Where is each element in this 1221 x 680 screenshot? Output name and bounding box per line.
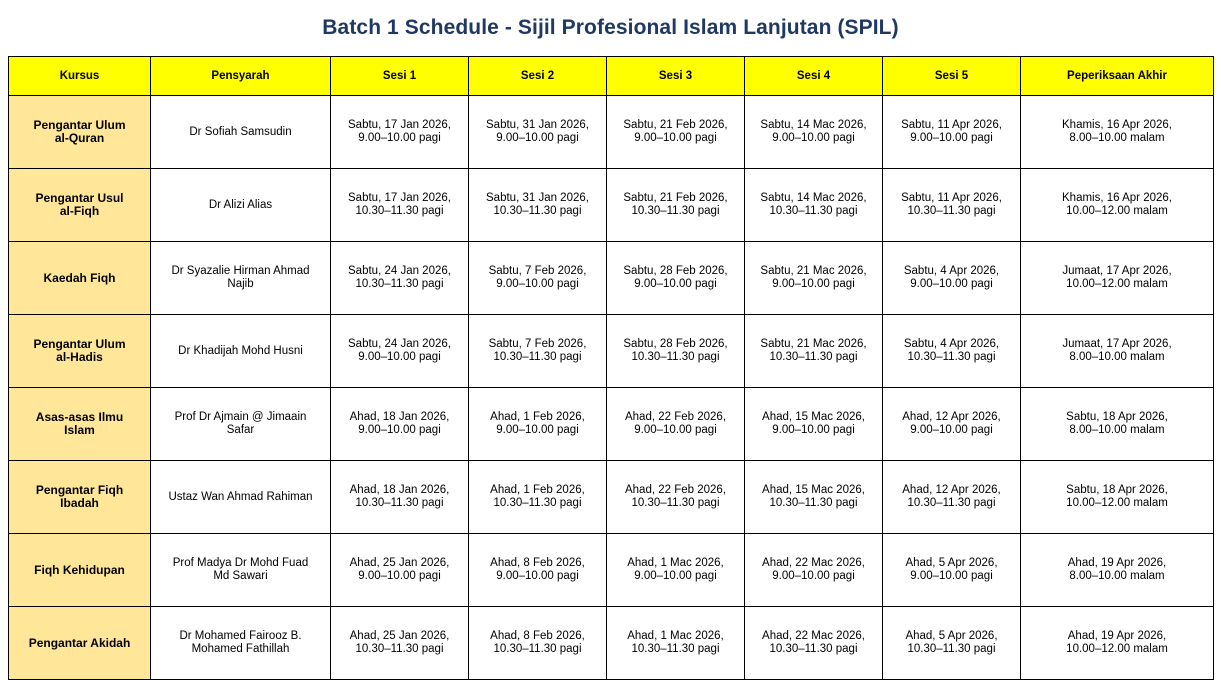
session-cell-1 (331, 534, 469, 607)
session-cell-5 (883, 607, 1021, 680)
session-cell-2 (469, 534, 607, 607)
exam-cell-line: 10.00–12.00 malam (1066, 643, 1168, 655)
session-cell-2-line: 10.30–11.30 pagi (493, 351, 582, 363)
session-cell-5-line: 10.30–11.30 pagi (907, 497, 996, 509)
lecturer-cell-line: Dr Mohamed Fairooz B. (179, 630, 302, 642)
table-row (9, 534, 1214, 607)
session-cell-5-line: 9.00–10.00 pagi (910, 132, 993, 144)
session-cell-4-line: Sabtu, 14 Mac 2026, (760, 119, 867, 131)
session-cell-1 (331, 96, 469, 169)
course-cell-line: Pengantar Ulum (33, 118, 126, 132)
session-cell-4-line: 10.30–11.30 pagi (769, 351, 858, 363)
session-cell-2-line: Ahad, 1 Feb 2026, (490, 484, 585, 496)
session-cell-4-line: 9.00–10.00 pagi (772, 570, 855, 582)
exam-cell-line: Sabtu, 18 Apr 2026, (1066, 484, 1168, 496)
course-cell-line: al-Fiqh (59, 204, 100, 218)
session-cell-2-line: 10.30–11.30 pagi (493, 643, 582, 655)
lecturer-cell (151, 534, 331, 607)
exam-cell-line: Ahad, 19 Apr 2026, (1067, 557, 1167, 569)
lecturer-cell (151, 461, 331, 534)
session-cell-2-line: Sabtu, 7 Feb 2026, (488, 338, 587, 350)
exam-cell-line: Khamis, 16 Apr 2026, (1062, 192, 1172, 204)
exam-cell-line: 8.00–10.00 malam (1069, 351, 1165, 363)
session-cell-1-line: Sabtu, 17 Jan 2026, (348, 192, 451, 204)
session-cell-3-line: Ahad, 22 Feb 2026, (624, 411, 727, 423)
session-cell-3 (607, 534, 745, 607)
session-cell-5-line: 9.00–10.00 pagi (910, 424, 993, 436)
exam-cell (1021, 315, 1214, 388)
session-cell-4 (745, 169, 883, 242)
lecturer-cell (151, 169, 331, 242)
session-cell-1-line: Sabtu, 24 Jan 2026, (348, 265, 451, 277)
session-cell-4 (745, 534, 883, 607)
session-cell-4 (745, 388, 883, 461)
course-cell-line: Pengantar Ulum (33, 337, 126, 351)
lecturer-cell-line: Prof Madya Dr Mohd Fuad (172, 557, 309, 569)
session-cell-1 (331, 607, 469, 680)
exam-cell-line: 10.00–12.00 malam (1066, 278, 1168, 290)
session-cell-5 (883, 242, 1021, 315)
session-cell-3 (607, 242, 745, 315)
session-cell-1 (331, 169, 469, 242)
session-cell-1-line: 10.30–11.30 pagi (355, 497, 444, 509)
session-cell-1-line: 9.00–10.00 pagi (358, 424, 441, 436)
course-cell (9, 607, 151, 680)
lecturer-cell-line: Najib (227, 278, 254, 290)
session-cell-1 (331, 315, 469, 388)
session-cell-3 (607, 315, 745, 388)
session-cell-2-line: 9.00–10.00 pagi (496, 278, 579, 290)
session-cell-3-line: Sabtu, 21 Feb 2026, (623, 192, 728, 204)
lecturer-cell-line: Ustaz Wan Ahmad Rahiman (168, 490, 313, 503)
session-cell-5-line: Ahad, 5 Apr 2026, (905, 630, 998, 642)
course-cell (9, 96, 151, 169)
session-cell-4-line: 9.00–10.00 pagi (772, 278, 855, 290)
exam-cell (1021, 169, 1214, 242)
session-cell-2-line: Sabtu, 31 Jan 2026, (486, 119, 589, 131)
session-cell-4-line: Sabtu, 21 Mac 2026, (760, 265, 867, 277)
exam-cell (1021, 534, 1214, 607)
session-cell-3 (607, 461, 745, 534)
session-cell-3-line: 10.30–11.30 pagi (631, 643, 720, 655)
session-cell-5-line: Sabtu, 4 Apr 2026, (903, 338, 1000, 350)
session-cell-4-line: Ahad, 22 Mac 2026, (762, 557, 865, 569)
session-cell-1-line: 10.30–11.30 pagi (355, 278, 444, 290)
session-cell-1 (331, 388, 469, 461)
session-cell-3 (607, 388, 745, 461)
exam-cell-line: Ahad, 19 Apr 2026, (1067, 630, 1167, 642)
session-cell-2-line: Ahad, 1 Feb 2026, (490, 411, 585, 423)
session-cell-2 (469, 461, 607, 534)
session-cell-4 (745, 461, 883, 534)
table-row (9, 169, 1214, 242)
schedule-body (9, 96, 1214, 680)
session-cell-4-line: Ahad, 15 Mac 2026, (762, 411, 865, 423)
session-cell-1-line: Ahad, 18 Jan 2026, (349, 411, 450, 423)
session-cell-2 (469, 315, 607, 388)
session-cell-2 (469, 96, 607, 169)
session-cell-5-line: 10.30–11.30 pagi (907, 351, 996, 363)
session-cell-5-line: Ahad, 5 Apr 2026, (905, 557, 998, 569)
session-cell-4-line: Ahad, 22 Mac 2026, (762, 630, 865, 642)
exam-cell (1021, 388, 1214, 461)
course-cell (9, 461, 151, 534)
exam-cell-line: 8.00–10.00 malam (1069, 424, 1165, 436)
session-cell-3-line: 9.00–10.00 pagi (634, 570, 717, 582)
session-cell-1-line: Sabtu, 24 Jan 2026, (348, 338, 451, 350)
session-cell-1-line: 9.00–10.00 pagi (358, 351, 441, 363)
session-cell-5 (883, 534, 1021, 607)
exam-cell-line: 8.00–10.00 malam (1069, 132, 1165, 144)
session-cell-2-line: Sabtu, 31 Jan 2026, (486, 192, 589, 204)
session-cell-4-line: 9.00–10.00 pagi (772, 424, 855, 436)
header-sesi-4: Sesi 4 (745, 57, 883, 96)
session-cell-3-line: 10.30–11.30 pagi (631, 351, 720, 363)
lecturer-cell-line: Safar (226, 424, 255, 436)
session-cell-5 (883, 388, 1021, 461)
course-cell (9, 388, 151, 461)
course-cell (9, 242, 151, 315)
table-row (9, 315, 1214, 388)
course-cell-line: Pengantar Fiqh (35, 483, 124, 497)
session-cell-1-line: 10.30–11.30 pagi (355, 205, 444, 217)
session-cell-5 (883, 461, 1021, 534)
session-cell-1-line: Ahad, 25 Jan 2026, (349, 557, 450, 569)
table-row (9, 388, 1214, 461)
session-cell-3-line: Sabtu, 28 Feb 2026, (623, 338, 728, 350)
course-cell (9, 315, 151, 388)
course-cell-line: Pengantar Akidah (28, 635, 131, 650)
header-peperiksaan-akhir: Peperiksaan Akhir (1021, 57, 1214, 96)
course-cell-line: Pengantar Usul (35, 191, 124, 205)
course-cell-line: al-Hadis (56, 350, 103, 364)
session-cell-2-line: 10.30–11.30 pagi (493, 497, 582, 509)
exam-cell-line: Khamis, 16 Apr 2026, (1062, 119, 1172, 131)
lecturer-cell-line: Mohamed Fathillah (191, 643, 290, 655)
exam-cell-line: Jumaat, 17 Apr 2026, (1062, 338, 1172, 350)
lecturer-cell-line: Dr Sofiah Samsudin (189, 125, 292, 138)
session-cell-2-line: 9.00–10.00 pagi (496, 132, 579, 144)
exam-cell-line: 8.00–10.00 malam (1069, 570, 1165, 582)
session-cell-4 (745, 242, 883, 315)
session-cell-4-line: 10.30–11.30 pagi (769, 643, 858, 655)
course-cell (9, 169, 151, 242)
session-cell-3-line: Sabtu, 21 Feb 2026, (623, 119, 728, 131)
lecturer-cell (151, 607, 331, 680)
session-cell-1-line: 9.00–10.00 pagi (358, 570, 441, 582)
lecturer-cell-line: Md Sawari (213, 570, 268, 582)
course-cell (9, 534, 151, 607)
session-cell-5-line: Ahad, 12 Apr 2026, (902, 411, 1001, 423)
session-cell-5 (883, 315, 1021, 388)
session-cell-2 (469, 169, 607, 242)
session-cell-5-line: 9.00–10.00 pagi (910, 278, 993, 290)
lecturer-cell (151, 315, 331, 388)
exam-cell (1021, 96, 1214, 169)
header-sesi-2: Sesi 2 (469, 57, 607, 96)
session-cell-4-line: 9.00–10.00 pagi (772, 132, 855, 144)
exam-cell-line: 10.00–12.00 malam (1066, 205, 1168, 217)
session-cell-5-line: Ahad, 12 Apr 2026, (902, 484, 1001, 496)
lecturer-cell-line: Prof Dr Ajmain @ Jimaain (174, 411, 307, 423)
session-cell-1 (331, 242, 469, 315)
session-cell-2 (469, 388, 607, 461)
exam-cell-line: Jumaat, 17 Apr 2026, (1062, 265, 1172, 277)
lecturer-cell-line: Dr Alizi Alias (208, 198, 273, 211)
session-cell-4-line: Sabtu, 14 Mac 2026, (760, 192, 867, 204)
lecturer-cell (151, 242, 331, 315)
exam-cell (1021, 607, 1214, 680)
schedule-table (8, 56, 1214, 680)
session-cell-5-line: 10.30–11.30 pagi (907, 643, 996, 655)
session-cell-3-line: 9.00–10.00 pagi (634, 278, 717, 290)
exam-cell (1021, 461, 1214, 534)
session-cell-4 (745, 96, 883, 169)
session-cell-4 (745, 315, 883, 388)
session-cell-1-line: Ahad, 18 Jan 2026, (349, 484, 450, 496)
header-sesi-5: Sesi 5 (883, 57, 1021, 96)
session-cell-5-line: 10.30–11.30 pagi (907, 205, 996, 217)
exam-cell-line: Sabtu, 18 Apr 2026, (1066, 411, 1168, 423)
session-cell-1-line: 9.00–10.00 pagi (358, 132, 441, 144)
lecturer-cell-line: Dr Syazalie Hirman Ahmad (171, 265, 310, 277)
session-cell-2-line: Sabtu, 7 Feb 2026, (488, 265, 587, 277)
session-cell-3-line: 10.30–11.30 pagi (631, 497, 720, 509)
session-cell-2-line: 9.00–10.00 pagi (496, 424, 579, 436)
session-cell-2 (469, 607, 607, 680)
session-cell-3-line: 9.00–10.00 pagi (634, 132, 717, 144)
table-row (9, 96, 1214, 169)
session-cell-4-line: Sabtu, 21 Mac 2026, (760, 338, 867, 350)
course-cell-line: Fiqh Kehidupan (34, 562, 125, 577)
session-cell-5-line: Sabtu, 4 Apr 2026, (903, 265, 1000, 277)
header-sesi-1: Sesi 1 (331, 57, 469, 96)
session-cell-2-line: 9.00–10.00 pagi (496, 570, 579, 582)
session-cell-5 (883, 96, 1021, 169)
course-cell-line: al-Quran (54, 131, 105, 145)
course-cell-line: Islam (64, 423, 95, 437)
session-cell-1-line: Sabtu, 17 Jan 2026, (348, 119, 451, 131)
lecturer-cell (151, 96, 331, 169)
header-sesi-3: Sesi 3 (607, 57, 745, 96)
session-cell-3-line: Sabtu, 28 Feb 2026, (623, 265, 728, 277)
session-cell-3-line: 9.00–10.00 pagi (634, 424, 717, 436)
session-cell-4 (745, 607, 883, 680)
page-title: Batch 1 Schedule - Sijil Profesional Islam Lanjutan (SPIL) (322, 16, 899, 39)
course-cell-line: Kaedah Fiqh (43, 270, 116, 285)
session-cell-4-line: 10.30–11.30 pagi (769, 497, 858, 509)
session-cell-3-line: Ahad, 1 Mac 2026, (627, 557, 724, 569)
exam-cell (1021, 242, 1214, 315)
session-cell-3 (607, 169, 745, 242)
session-cell-2-line: Ahad, 8 Feb 2026, (490, 557, 585, 569)
header-kursus: Kursus (9, 57, 151, 96)
session-cell-3 (607, 607, 745, 680)
table-row (9, 607, 1214, 680)
table-row (9, 242, 1214, 315)
session-cell-2-line: 10.30–11.30 pagi (493, 205, 582, 217)
session-cell-5-line: Sabtu, 11 Apr 2026, (901, 119, 1002, 131)
session-cell-5-line: Sabtu, 11 Apr 2026, (901, 192, 1002, 204)
course-cell-line: Asas-asas Ilmu (35, 410, 124, 424)
table-row (9, 461, 1214, 534)
exam-cell-line: 10.00–12.00 malam (1066, 497, 1168, 509)
session-cell-5-line: 9.00–10.00 pagi (910, 570, 993, 582)
session-cell-3-line: Ahad, 1 Mac 2026, (627, 630, 724, 642)
header-row (9, 57, 1214, 96)
session-cell-3-line: 10.30–11.30 pagi (631, 205, 720, 217)
session-cell-4-line: 10.30–11.30 pagi (769, 205, 858, 217)
session-cell-1-line: 10.30–11.30 pagi (355, 643, 444, 655)
session-cell-1-line: Ahad, 25 Jan 2026, (349, 630, 450, 642)
session-cell-4-line: Ahad, 15 Mac 2026, (762, 484, 865, 496)
header-pensyarah: Pensyarah (151, 57, 331, 96)
session-cell-5 (883, 169, 1021, 242)
course-cell-line: Ibadah (60, 496, 99, 510)
session-cell-2 (469, 242, 607, 315)
session-cell-3-line: Ahad, 22 Feb 2026, (624, 484, 727, 496)
lecturer-cell-line: Dr Khadijah Mohd Husni (178, 344, 303, 357)
lecturer-cell (151, 388, 331, 461)
session-cell-1 (331, 461, 469, 534)
session-cell-2-line: Ahad, 8 Feb 2026, (490, 630, 585, 642)
session-cell-3 (607, 96, 745, 169)
